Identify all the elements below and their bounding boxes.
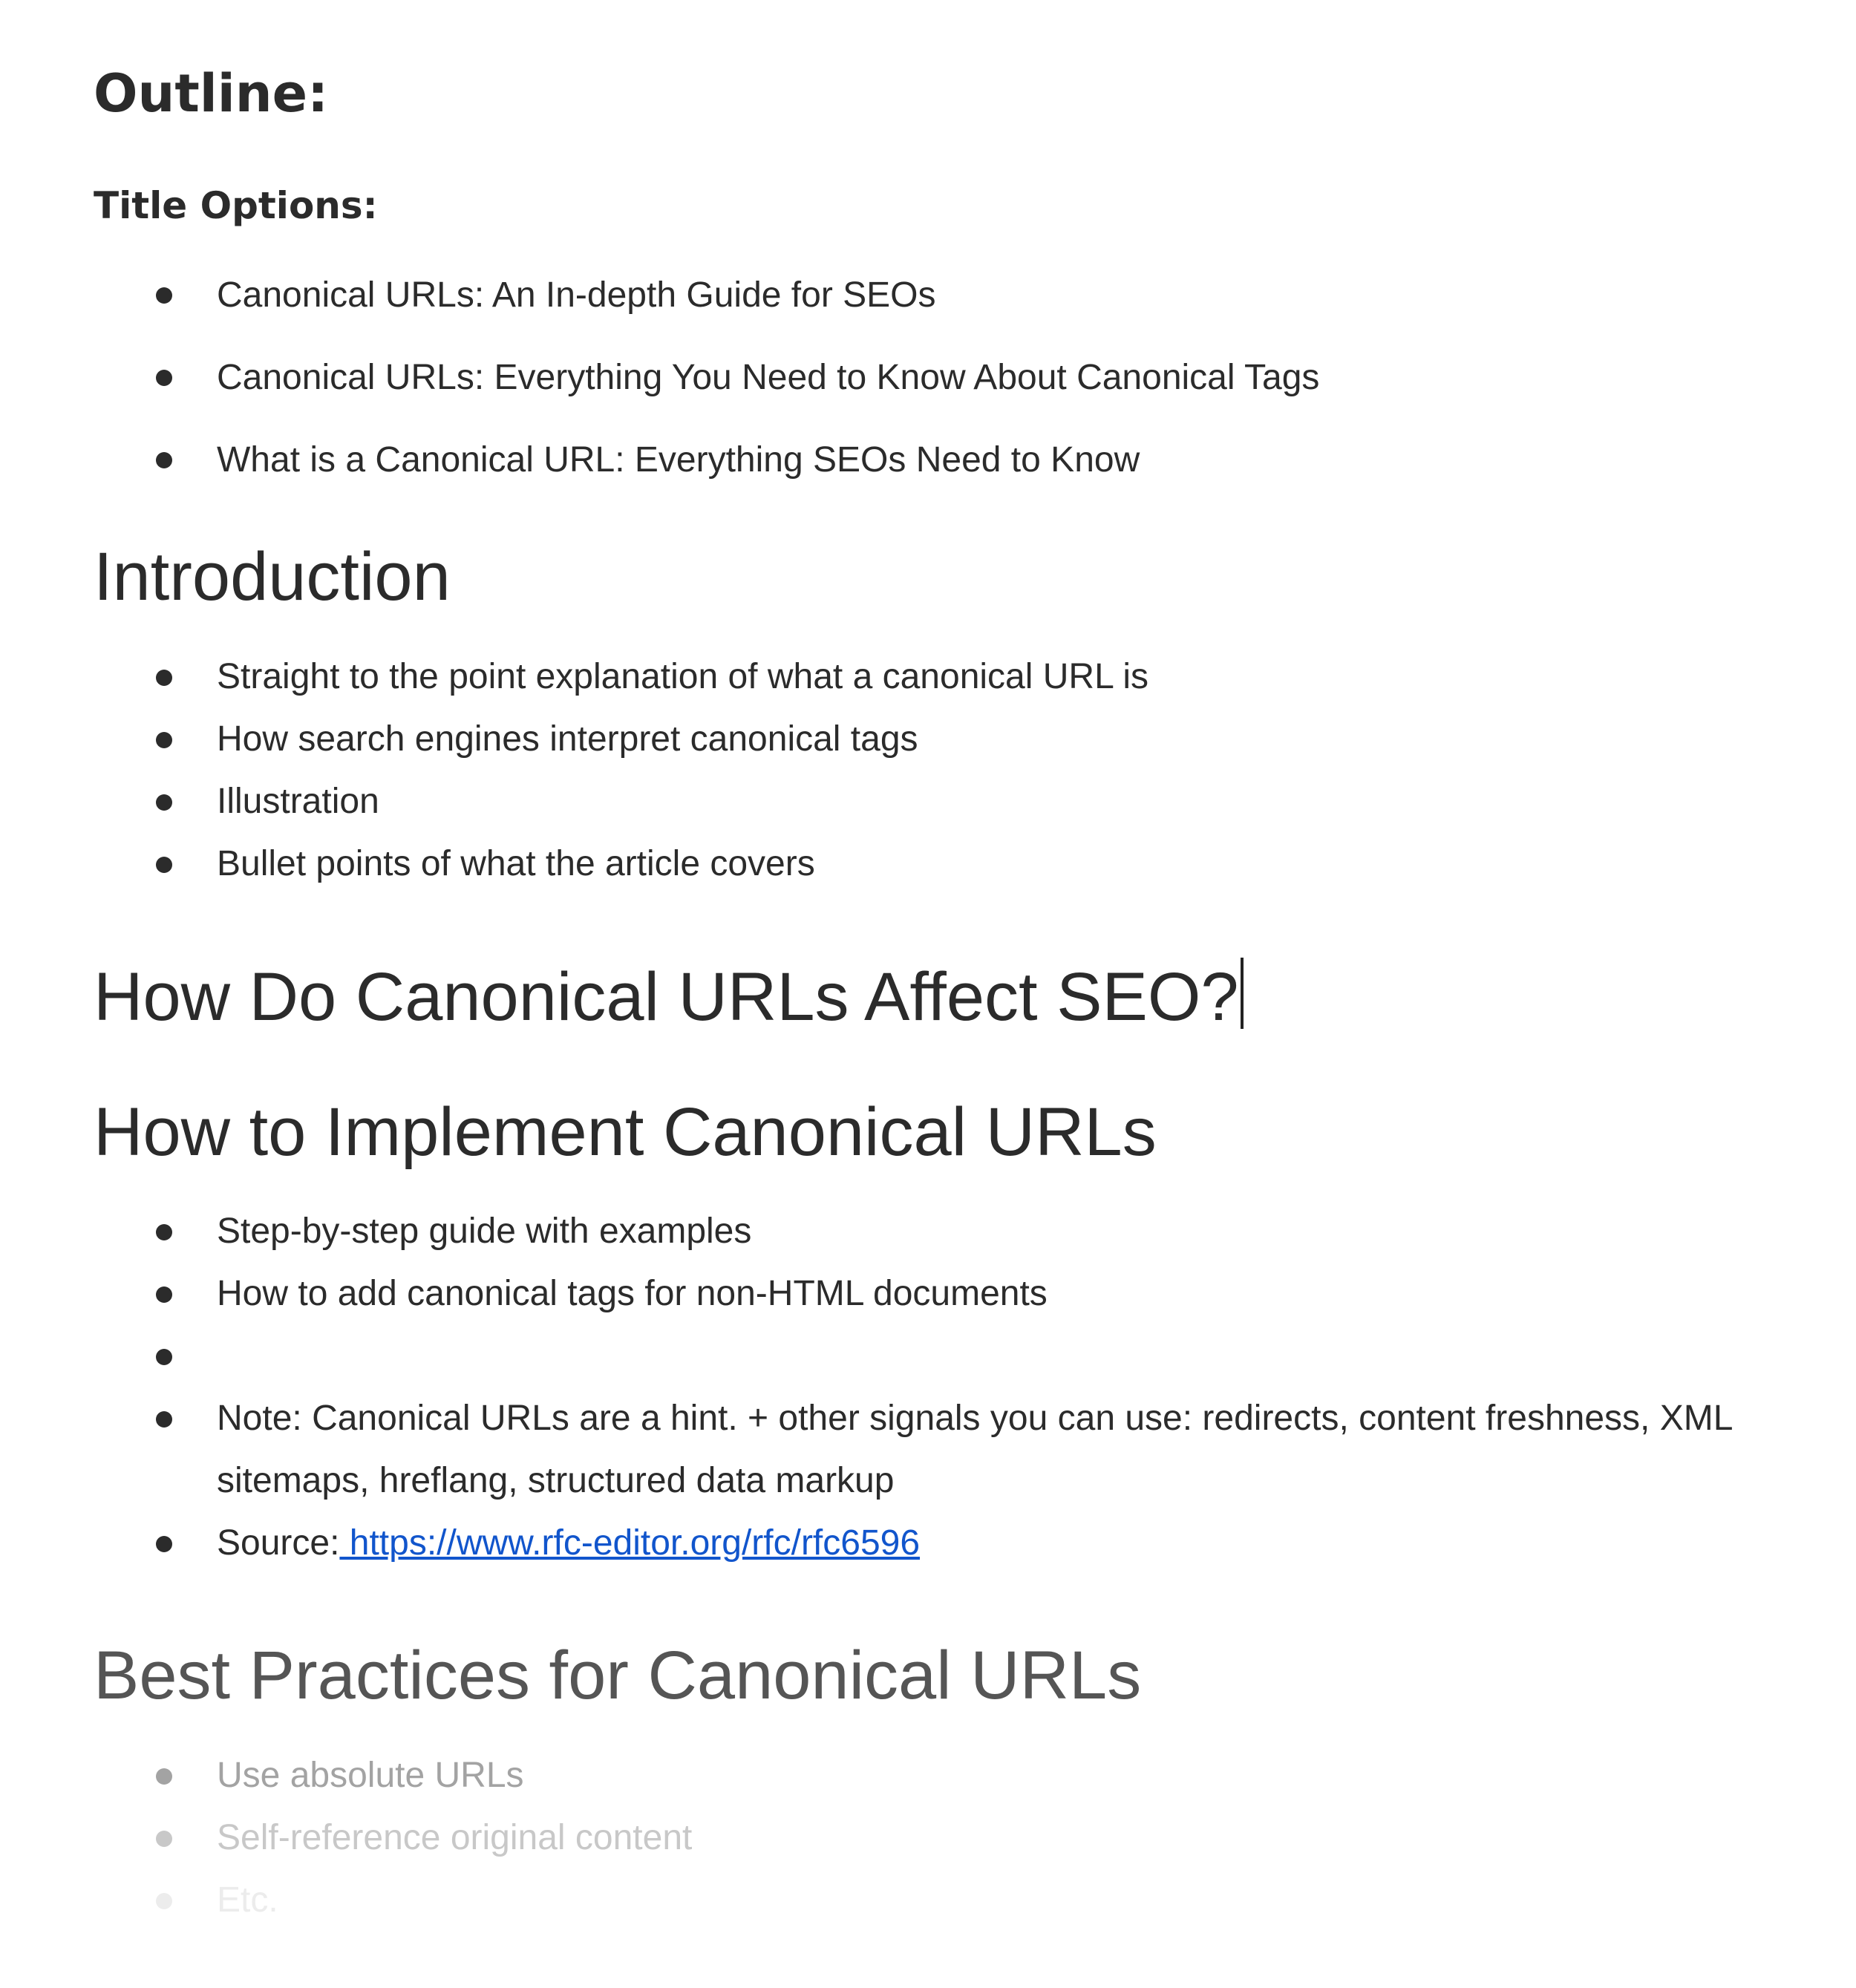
- bullet-icon: [156, 794, 172, 811]
- bullet-icon: [156, 1536, 172, 1552]
- bullet-icon: [156, 1831, 172, 1847]
- list-item: [94, 1263, 1801, 1325]
- list-item-text: Self-reference original content: [217, 1818, 693, 1857]
- bullet-icon: [156, 1286, 172, 1303]
- list-item: [94, 771, 1801, 833]
- list-item-text: What is a Canonical URL: Everything SEOs Need to Know: [217, 440, 1140, 480]
- source-label: Source:: [217, 1523, 340, 1563]
- list-item-text: Illustration: [217, 782, 379, 821]
- list-item: [94, 646, 1801, 708]
- title-options-list: [94, 254, 1801, 501]
- source-list-item: [94, 1512, 1801, 1575]
- bullet-icon: [156, 452, 172, 468]
- outline-heading: Outline:: [94, 63, 329, 124]
- list-item-empty: [94, 1325, 1801, 1387]
- affect-seo-heading-text: How Do Canonical URLs Affect SEO?: [94, 959, 1239, 1035]
- bullet-icon: [156, 1893, 172, 1909]
- list-item: [94, 708, 1801, 771]
- best-practices-heading: Best Practices for Canonical URLs: [94, 1638, 1142, 1713]
- introduction-heading: Introduction: [94, 539, 451, 615]
- bullet-icon: [156, 857, 172, 873]
- affect-seo-heading: [94, 956, 1244, 1038]
- list-item: [94, 1745, 1801, 1807]
- implement-heading: How to Implement Canonical URLs: [94, 1094, 1157, 1170]
- list-item: [94, 254, 1801, 336]
- bullet-icon: [156, 1768, 172, 1785]
- bullet-icon: [156, 287, 172, 304]
- implement-list: [94, 1200, 1801, 1575]
- bullet-icon: [156, 1411, 172, 1428]
- title-options-heading: Title Options:: [94, 184, 378, 227]
- bullet-icon: [156, 370, 172, 386]
- list-item: [94, 1387, 1801, 1512]
- list-item-text: Canonical URLs: An In-depth Guide for SEOs: [217, 275, 936, 315]
- list-item-text: Step-by-step guide with examples: [217, 1212, 752, 1251]
- bullet-icon: [156, 1224, 172, 1240]
- list-item: [94, 419, 1801, 501]
- list-item-text: Canonical URLs: Everything You Need to Know About Canonical Tags: [217, 358, 1320, 397]
- bullet-icon: [156, 670, 172, 686]
- list-item: [94, 833, 1801, 895]
- list-item: [94, 336, 1801, 419]
- bullet-icon: [156, 1349, 172, 1365]
- source-link[interactable]: https://www.rfc-editor.org/rfc/rfc6596: [339, 1523, 921, 1563]
- list-item: [94, 1200, 1801, 1263]
- introduction-list: [94, 646, 1801, 895]
- list-item-text: Note: Canonical URLs are a hint. + other signals you can use: redirects, content freshness, XML sitemaps, hreflang, structured data markup: [217, 1399, 1732, 1500]
- list-item: [94, 1807, 1801, 1869]
- text-cursor: [1241, 958, 1244, 1029]
- bullet-icon: [156, 732, 172, 748]
- list-item: [94, 1869, 1801, 1932]
- list-item-text: Bullet points of what the article covers: [217, 844, 815, 883]
- list-item-text: How to add canonical tags for non-HTML documents: [217, 1274, 1048, 1313]
- list-item-text: Straight to the point explanation of what a canonical URL is: [217, 657, 1148, 696]
- list-item-text: How search engines interpret canonical tags: [217, 719, 918, 759]
- list-item-text: Use absolute URLs: [217, 1756, 524, 1795]
- list-item-text: Etc.: [217, 1880, 278, 1920]
- best-practices-list: [94, 1745, 1801, 1932]
